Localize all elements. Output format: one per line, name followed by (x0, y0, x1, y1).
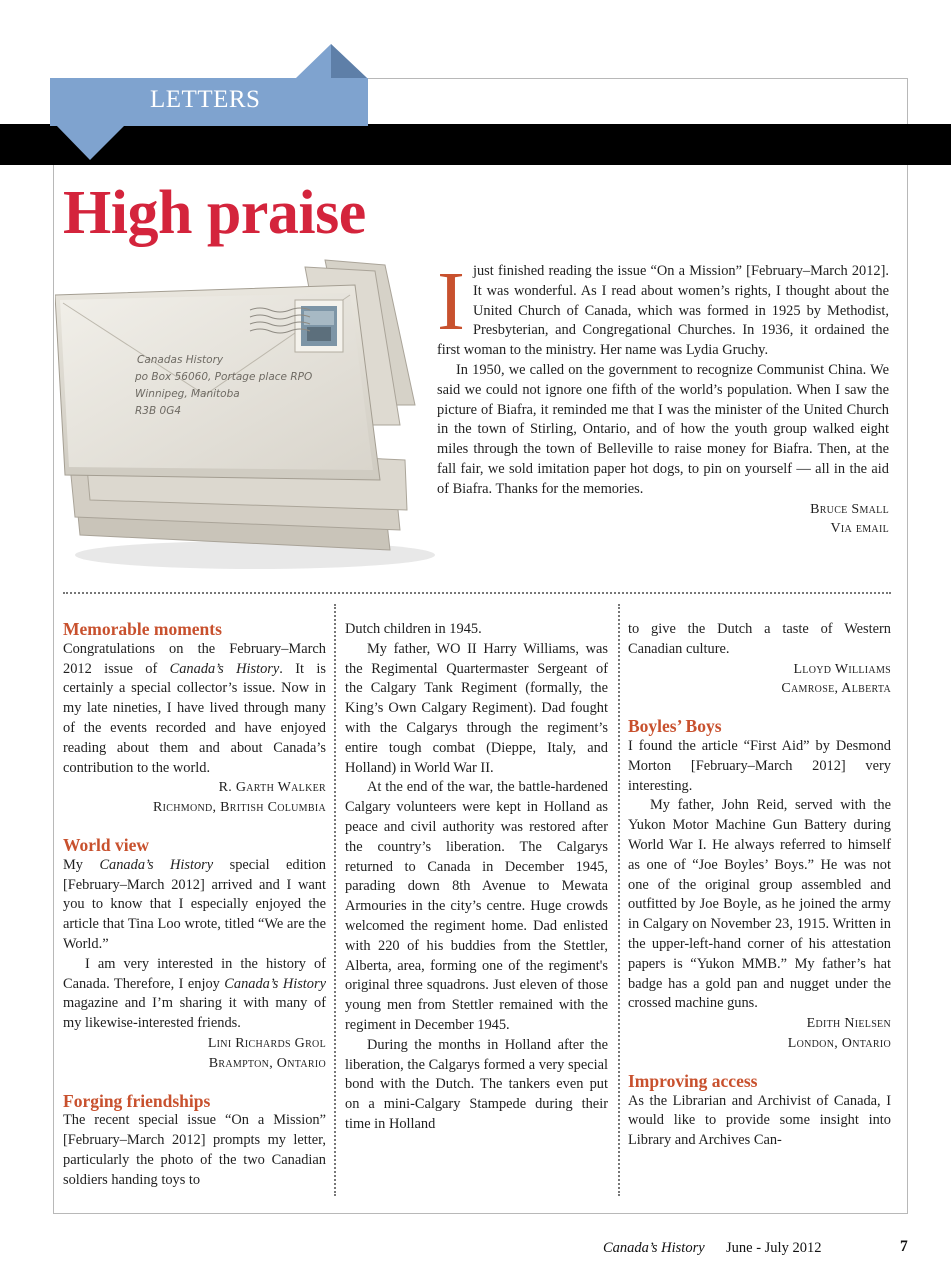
forging-col3-text: to give the Dutch a taste of Western Canadian culture. (628, 621, 891, 657)
footer-page-number: 7 (900, 1238, 908, 1255)
letter-title-access: Improving access (628, 1070, 758, 1091)
access-p1: As the Librarian and Archivist of Canada, I would like to provide some insight into Library and Archives Can- (628, 1092, 891, 1149)
forging-col2-p4: During the months in Holland after the liberation, the Calgarys formed a very special bond with the Dutch. The tankers even put on a mini-Calgary Stampede during their time in Holland (345, 1036, 608, 1132)
forging-signature-name: Lloyd Williams (793, 661, 891, 677)
world-view-p2 (63, 955, 326, 1034)
forging-col2-p2: My father, WO II Harry Williams, was the Regimental Quartermaster Sergeant of the Calgary Tank Regiment (formally, the King’s Own Calgary Regiment). Dad fought with the Calgarys through the regiment’s entire tough combat (Dieppe, Italy, and Holland) in World War II. (345, 640, 608, 776)
boyles-signature-name: Edith Nielsen (806, 1016, 891, 1032)
memorable-signature-name: R. Garth Walker (218, 780, 326, 796)
letter-title-forging: Forging friendships (63, 1090, 211, 1111)
column-divider-2 (618, 604, 620, 1196)
world-view-signature-place: Brampton, Ontario (208, 1055, 326, 1071)
forging-col2-p3: At the end of the war, the battle-hardened Calgary volunteers were kept in Holland as peace and civil authority was restored after the country’s liberation. The Calgarys returned to Canada in December 1945, parading down 8th Avenue to Mewata Armouries in the city’s centre. Huge crowds welcomed the regiment home. Dad enlisted with 220 of his buddies from the Stettler, Alberta, area, forming one of the regiment's original three squadrons. Just eleven of those young men from Stettler remained with the regiment in December 1945. (345, 779, 608, 1033)
world-view-p2-b: magazine and I’m sharing it with many of my likewise-interested friends. (63, 995, 326, 1032)
world-view-p2-em: Canada’s History (224, 975, 326, 992)
world-view-p2-a: I am very interested in the history of Canada. Therefore, I enjoy (63, 955, 326, 992)
column-divider-1 (334, 604, 336, 1196)
forging-col2-p1: Dutch children in 1945. (345, 621, 482, 637)
headline: High praise (63, 179, 366, 247)
boyles-p1: I found the article “First Aid” by Desmond Morton [February–March 2012] very interesting. (628, 737, 891, 794)
main-letter-p1-text: just finished reading the issue “On a Mission” [February–March 2012]. It was wonderful. As I read about women’s rights, I thought about the United Church of Canada, which was formed in 1925 by Methodist, Presbyterian, and Congregational Churches. In 1936, it ordained the first woman to the ministry. Her name was Lydia Gruchy. (437, 263, 889, 359)
boyles-p2: My father, John Reid, served with the Yukon Motor Machine Gun Battery during World War I. He always referred to himself as one of “Joe Boyles’ Boys.” He was not one of the original group assembled and outfitted by Joe Boyle, as he joined the army in Calgary on November 23, 1915. Written in the upper-left-hand corner of his attestation papers is “Yukon MMB.” My father’s hat badge has a gold pan and nugget under the crossed machine guns. (628, 797, 891, 1012)
column-2 (345, 620, 608, 1135)
forging-signature-place: Camrose, Alberta (781, 681, 891, 697)
memorable-p1-a: Congratulations on the February–March 2012 issue of (63, 640, 326, 677)
drop-cap: I (437, 255, 465, 348)
tab-triangle-top-shade (331, 44, 367, 78)
memorable-signature-place: Richmond, British Columbia (153, 800, 326, 816)
column-3 (628, 620, 891, 1151)
letter-title-world-view: World view (63, 834, 150, 855)
address-line-4: R3B 0G4 (135, 405, 182, 417)
footer-magazine-title: Canada’s History (603, 1240, 705, 1256)
boyles-signature-place: London, Ontario (787, 1035, 891, 1051)
world-view-p1-em: Canada’s History (99, 856, 214, 873)
memorable-p1 (63, 640, 326, 779)
envelope-stack-illustration (55, 255, 440, 575)
world-view-p1-a: My (63, 856, 100, 873)
horizontal-dotted-divider (63, 592, 891, 594)
main-letter (437, 255, 889, 539)
main-letter-p2: In 1950, we called on the government to recognize Communist China. We said we could not ignore one fifth of the world’s population. When I saw the picture of Biafra, it reminded me that I was the minister of the United Church in the town of Stirling, Ontario, and of how the youth group walked eight miles through the town of Belleville to raise money for Biafra. Then, at the fall fair, we sold imitation paper hot dogs, to pin on yourself — all in the aid of Biafra. Thanks for the memories. (437, 361, 889, 497)
footer-issue-date: June - July 2012 (726, 1240, 822, 1256)
memorable-p1-b: . It is certainly a special collector’s issue. Now in my late nineties, I have lived through many of the events recorded and have enjoyed reading about them and about Canada’s contribution to the world. (63, 660, 327, 776)
memorable-p1-em: Canada’s History (169, 660, 280, 677)
world-view-p1 (63, 856, 326, 955)
main-letter-signature-place: Via email (830, 521, 889, 537)
world-view-signature-name: Lini Richards Grol (207, 1035, 326, 1051)
section-label: LETTERS (150, 86, 261, 113)
main-letter-signature-name: Bruce Small (810, 501, 889, 517)
forging-col1-text: The recent special issue “On a Mission” [February–March 2012] prompts my letter, particularly the photo of the two Canadian soldiers handing toys to (63, 1112, 326, 1188)
letter-title-boyles: Boyles’ Boys (628, 716, 722, 737)
header-band (0, 124, 951, 165)
address-line-1: Canadas History (137, 354, 224, 366)
address-line-2: po Box 56060, Portage place RPO (135, 371, 313, 383)
world-view-p1-b: special edition [February–March 2012] arrived and I want you to know that I especially enjoyed the article that Tina Loo wrote, titled “We are the World.” (63, 856, 326, 952)
address-line-3: Winnipeg, Manitoba (135, 388, 240, 400)
letter-title-memorable: Memorable moments (63, 619, 222, 639)
column-1 (63, 620, 326, 1191)
tab-triangle-bottom (55, 124, 126, 160)
main-letter-p1 (437, 255, 889, 361)
